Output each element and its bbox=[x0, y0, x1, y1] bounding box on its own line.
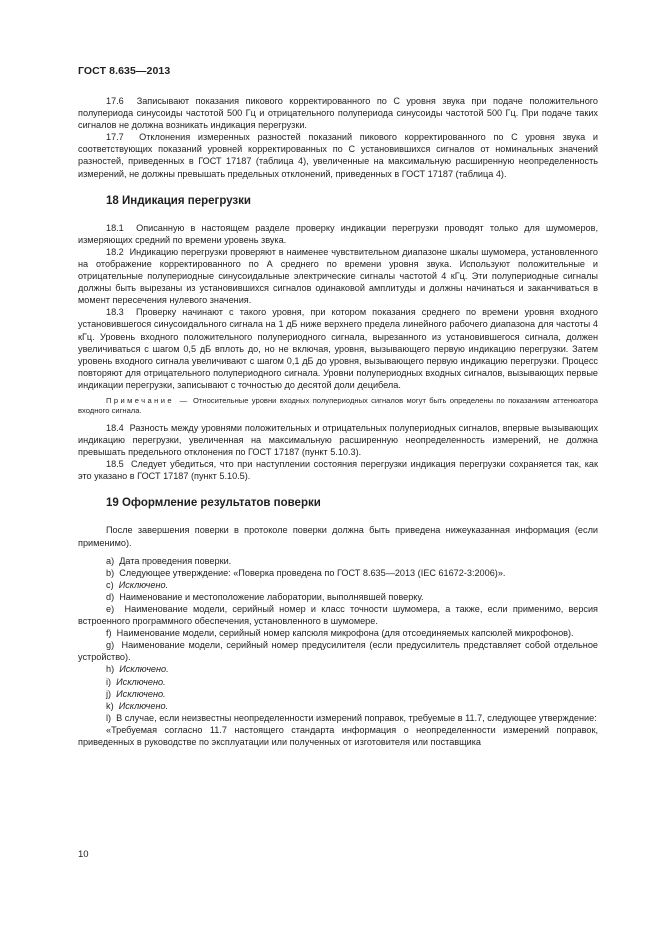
item-text: Исключено. bbox=[119, 664, 169, 675]
clause-text: Индикацию перегрузки проверяют в наименее чувствительном диапазоне шкалы шумомера, установленного на отображение корректированного по А среднего по времени уровня звука. Используют положительные и отрицательные полупериодные синусоидальные электрические сигналы частотой 4 кГц. Эти полупериодные сигналы должны быть вырезаны из установившихся сигналов одинаковой амплитуды и должны начинаться и заканчиваться в момент пересечения нулевого значения. bbox=[78, 246, 599, 306]
item-text: Исключено. bbox=[118, 579, 169, 590]
item-text: Следующее утверждение: «Поверка проведена по ГОСТ 8.635—2013 (IEC 61672-3:2006)». bbox=[119, 567, 506, 578]
clause-text: Разность между уровнями положительных и отрицательных полупериодных сигналов, впервые вызывающих индикацию перегрузки, увеличенная на максимальную расширенную неопределенность измерений, не должна превышать предельного отклонения по ГОСТ 17187 (пункт 5.10.3). bbox=[78, 422, 599, 458]
item-label: b) bbox=[106, 567, 115, 578]
item-text: Наименование модели, серийный номер и класс точности шумомера, а также, если применимо, версия встроенного программного обеспечения, установленного в шумомере. bbox=[78, 604, 598, 627]
list-item-f bbox=[78, 627, 598, 639]
clause-number: 17.6 bbox=[106, 96, 124, 106]
clause-17-7 bbox=[78, 131, 598, 179]
list-item-l bbox=[78, 712, 598, 724]
list-item-b bbox=[78, 567, 598, 579]
note bbox=[78, 396, 598, 417]
item-text: Исключено. bbox=[116, 676, 166, 687]
clause-text: Отклонения измеренных разностей показаний пикового корректированного по С уровня звука и соответствующих показаний уровней корректированных по С установившихся сигналов от номинальных значений разностей, приведенных в ГОСТ 17187 (таблица 4), увеличенные на максимальную расширенную неопределенность измерений, не должны превышать предельных отклонений, приведенных в ГОСТ 17187 (таблица 4). bbox=[78, 132, 598, 179]
clause-18-2 bbox=[78, 246, 598, 306]
item-label: j) bbox=[106, 688, 112, 699]
item-label: g) bbox=[106, 640, 115, 651]
list-item-a bbox=[78, 555, 598, 567]
list-item-d bbox=[78, 591, 598, 603]
clause-18-4 bbox=[78, 422, 598, 458]
list-item-c bbox=[78, 579, 598, 591]
clause-number: 18.2 bbox=[106, 246, 124, 257]
clause-text: Проверку начинают с такого уровня, при котором показания среднего по времени уровня входного установившегося синусоидального сигнала на 1 дБ ниже верхнего предела линейного рабочего диапазона для частоты 4 кГц. Уровень входного положительного полупериодного сигнала, вырезанного из установившегося сигнала, должен увеличиваться с шагом 0,5 дБ вплоть до, но не включая, уровня, вызывающего первую индикацию перегрузки. Затем уровень входного сигнала увеличивают с шагом 0,1 дБ до уровня, вызывающего первую индикацию перегрузки. Процесс повторяют для отрицательного полупериодного сигнала. Уровни полупериодных входных сигналов, вызывающих первые индикации перегрузки, записывают с точностью до десятой доли децибела. bbox=[78, 307, 599, 390]
list-item-g bbox=[78, 639, 598, 663]
item-text: Наименование модели, серийный номер предусилителя (если предусилитель представляет собой отдельное устройство). bbox=[78, 640, 598, 663]
item-label: c) bbox=[106, 579, 114, 590]
list-item-j bbox=[78, 688, 598, 700]
clause-text: Следует убедиться, что при наступлении состояния перегрузки индикация перегрузки сохраняется так, как это указано в ГОСТ 17187 (пункт 5.10.5). bbox=[78, 459, 599, 482]
clause-number: 18.1 bbox=[106, 222, 124, 233]
clause-18-5 bbox=[78, 458, 598, 482]
item-text: Исключено. bbox=[116, 688, 166, 699]
item-label: l) bbox=[106, 712, 112, 723]
item-text: Дата проведения поверки. bbox=[119, 555, 232, 566]
list-item-i bbox=[78, 676, 598, 688]
item-label: d) bbox=[106, 591, 115, 602]
item-label: k) bbox=[106, 700, 114, 711]
item-label: a) bbox=[106, 555, 115, 566]
clause-17-6 bbox=[78, 95, 598, 131]
item-label: f) bbox=[106, 628, 112, 639]
item-label: e) bbox=[106, 604, 115, 614]
document-header: ГОСТ 8.635—2013 bbox=[78, 65, 171, 77]
section-19-intro: После завершения поверки в протоколе поверки должна быть приведена нижеуказанная информация (если применимо). bbox=[78, 525, 598, 548]
item-label: h) bbox=[106, 664, 115, 675]
clause-18-1 bbox=[78, 222, 598, 246]
note-label: Примечание — bbox=[106, 395, 190, 405]
item-text: Исключено. bbox=[118, 700, 169, 711]
clause-number: 18.5 bbox=[106, 459, 124, 470]
clause-18-3 bbox=[78, 306, 598, 391]
clause-number: 18.4 bbox=[106, 422, 124, 433]
clause-number: 17.7 bbox=[106, 132, 124, 143]
list-item-h bbox=[78, 663, 598, 675]
item-text: Наименование модели, серийный номер капсюля микрофона (для отсоединяемых капсюлей микрофонов). bbox=[116, 628, 574, 639]
quote-text: «Требуемая согласно 11.7 настоящего стандарта информация о неопределенности измерений поправок, приведенных в руководстве по эксплуатации или полученных от изготовителя или поставщика bbox=[78, 724, 598, 748]
clause-number: 18.3 bbox=[106, 307, 124, 318]
list-item-k bbox=[78, 700, 598, 712]
section-18-heading: 18 Индикация перегрузки bbox=[106, 194, 251, 207]
item-text: В случае, если неизвестны неопределенности измерений поправок, требуемые в 11.7, следующее утверждение: bbox=[116, 712, 597, 723]
section-19-heading: 19 Оформление результатов поверки bbox=[106, 497, 321, 510]
item-label: i) bbox=[106, 676, 112, 687]
page-body bbox=[78, 95, 598, 748]
item-text: Наименование и местоположение лаборатории, выполнявшей поверку. bbox=[119, 591, 424, 602]
page-number: 10 bbox=[78, 849, 89, 860]
list-item-e bbox=[78, 603, 598, 627]
clause-text: Описанную в настоящем разделе проверку индикации перегрузки проводят только для шумомеров, измеряющих средний по времени уровень звука. bbox=[78, 222, 598, 245]
note-text: Относительные уровни входных полупериодных сигналов могут быть определены по показаниям аттенюатора входного сигнала. bbox=[78, 395, 598, 416]
clause-text: Записывают показания пикового корректированного по С уровня звука при подаче положительного полупериода синусоиды частотой 500 Гц и отрицательного полупериода синусоиды частотой 500 Гц. При подаче таких сигналов не должна возникать индикация перегрузки. bbox=[78, 96, 598, 131]
